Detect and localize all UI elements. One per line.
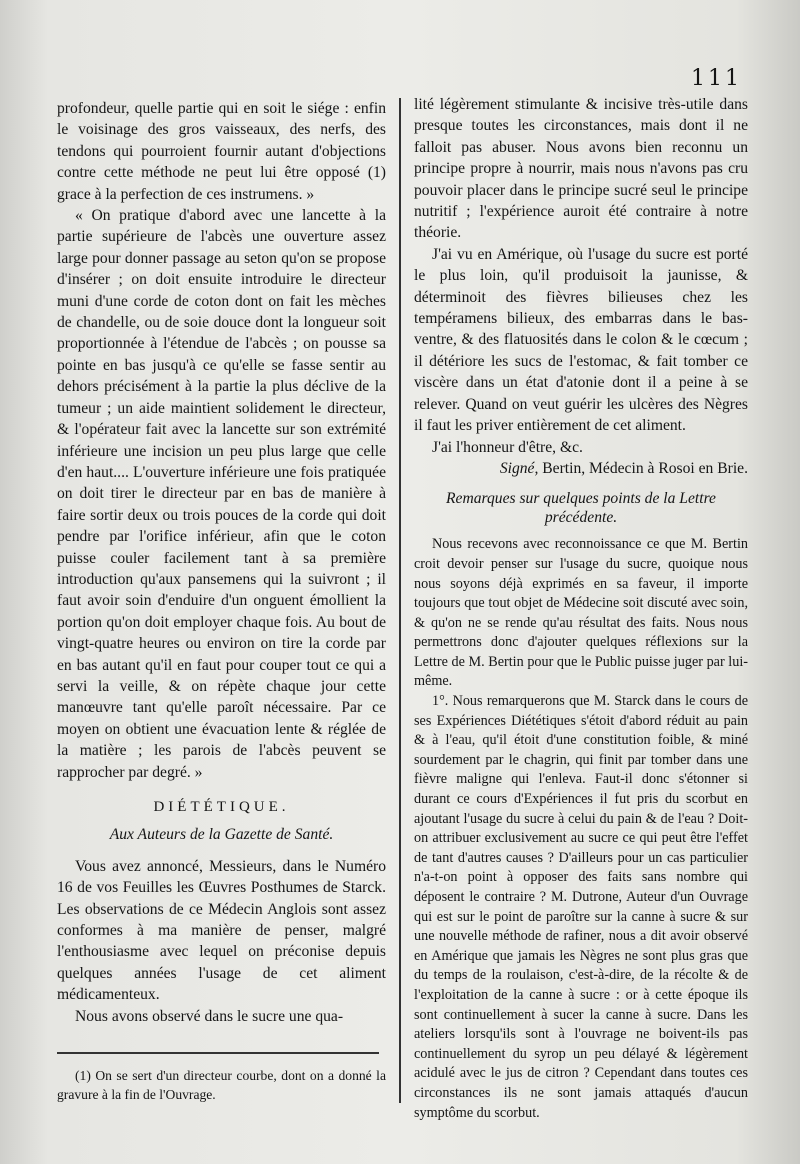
signature xyxy=(414,458,748,479)
section-title: DIÉTÉTIQUE. xyxy=(153,799,290,815)
paragraph: J'ai vu en Amérique, où l'usage du sucre est porté le plus loin, qu'il produisoit la jaunisse, & déterminoit des fièvres bilieuses chez les tempéramens bilieux, des embarras dans le bas-ventre, & des flatuosités dans le colon & le cœcum ; il détériore les sucs de l'estomac, & fait tomber ce viscère dans un état d'atonie dont il a peine à se relever. Quand on veut guérir les ulcères des Nègres il faut les priver entièrement de cet aliment. xyxy=(414,245,748,435)
page-number: 111 xyxy=(691,66,742,91)
left-column xyxy=(57,98,386,1027)
footnote xyxy=(57,1066,386,1104)
paragraph: Nous recevons avec reconnoissance ce que M. Bertin croit devoir penser sur l'usage du sucre, quoique nous nous soyons déjà exprimés en sa faveur, il importe toujours que tout objet de Médecine soit discuté avec soin, & qu'on ne se rende qu'au résultat des faits. Nous nous permettrons donc d'ajouter quelques réflexions sur la Lettre de M. Bertin pour que le Public puisse juger par lui-même. xyxy=(414,536,748,690)
remarks-title: Remarques sur quelques points de la Lettre précédente. xyxy=(446,490,716,527)
paragraph: lité légèrement stimulante & incisive très-utile dans presque toutes les circonstances, mais dont il ne falloit pas abuser. Nous avons bien reconnu un principe propre à nourrir, mais nous n'avons pas cru pouvoir placer dans le principe sucré seul le principe nutritif ; l'expérience auroit été contraire à notre théorie. xyxy=(414,96,748,242)
footnote-text: (1) On se sert d'un directeur courbe, dont on a donné la gravure à la fin de l'Ouvrage. xyxy=(57,1068,386,1102)
letter-heading: Aux Auteurs de la Gazette de Santé. xyxy=(109,826,334,844)
paragraph: Nous avons observé dans le sucre une qua- xyxy=(75,1007,344,1025)
paragraph: Vous avez annoncé, Messieurs, dans le Numéro 16 de vos Feuilles les Œuvres Posthumes de Starck. Les observations de ce Médecin Anglois sont assez conformes à ma manière de penser, malgré l'enthousiasme avec lequel on préconise depuis quelques années l'usage de cet aliment médicamenteux. xyxy=(57,857,386,1004)
column-divider xyxy=(399,98,401,1103)
signature-name: Bertin, Médecin à Rosoi en Brie. xyxy=(542,459,748,477)
remarks-body xyxy=(414,535,748,1123)
footnote-rule xyxy=(57,1052,379,1054)
paragraph: J'ai l'honneur d'être, &c. xyxy=(432,438,583,456)
signature-signe: Signé, xyxy=(499,459,539,477)
paragraph: « On pratique d'abord avec une lancette à la partie supérieure de l'abcès une ouverture assez large pour donner passage au seton qu'on se propose d'insérer ; on doit ensuite introduire le directeur muni d'une corde de coton dont on fait les mèches de chandelle, ou de soie douce dont la longueur soit proportionnée à l'étendue de l'abcès ; on pousse sa pointe en bas jusqu'à ce qu'elle se fasse sentir au dehors précisément à la partie la plus déclive de la tumeur ; un aide maintient solidement le directeur, & l'opérateur fait avec la lancette sur son extrémité inférieure une incision un peu plus large que celle d'en haut.... L'ouverture inférieure une fois pratiquée on doit tirer le directeur par en bas de manière à faire sortir deux ou trois pouces de la corde qui doit pendre par l'orifice inférieur, afin que le coton puisse couler facilement tant à sa première introduction qu'aux pansemens qui la suivront ; il faut avoir soin d'enduire d'un onguent émollient la portion qu'on doit employer chaque fois. Au bout de vingt-quatre heures ou environ on tire la corde par en bas autant qu'il en faut pour couper tout ce qui a servi la veille, & on répète chaque jour cette manœuvre tant qu'elle paroît nécessaire. Par ce moyen on obtient une évacuation lente & réglée de la matière ; les parois de l'abcès peuvent se rapprocher par degré. » xyxy=(57,207,386,781)
paragraph: profondeur, quelle partie qui en soit le siége : enfin le voisinage des gros vaisseaux, des nerfs, des tendons qui pourroient fournir autant d'objections contre cette méthode ne peut lui être opposé (1) grace à la perfection de ces instrumens. » xyxy=(57,100,386,203)
paragraph: 1°. Nous remarquerons que M. Starck dans le cours de ses Expériences Diététiques s'étoit d'abord réduit au pain & à l'eau, qu'il étoit d'une constitution foible, & miné sourdement par le chagrin, qui finit par tomber dans une fièvre maligne qui l'enleva. Faut-il donc s'étonner si durant ce cours d'Expériences il fut pris du scorbut en ajoutant l'usage du sucre à celui du pain & de l'eau ? Doit-on attribuer exclusivement au sucre ce qui peut être l'effet de tant d'autres causes ? D'ailleurs pour un cas particulier n'a-t-on point à opposer des faits sans nombre qui déposent le contraire ? M. Dutrone, Auteur d'un Ouvrage qui est sur le point de paroître sur la canne à sucre & sur une nouvelle méthode de rafiner, nous a dit avoir observé en Amérique que jamais les Nègres ne sont plus gras que du temps de la roulaison, c'est-à-dire, de la récolte & de l'exploitation de la canne à sucre : or à cette époque ils sont continuellement à sucer la canne à sucre. Dans les ateliers lorsqu'ils sont à l'ouvrage ne boivent-ils pas continuellement du syrop un peu délayé & légèrement acidulé avec le jus de citron ? Cependant dans toutes ces circonstances ils ne sont jamais attaqués d'aucun symptôme du scorbut. xyxy=(414,693,748,1121)
right-column xyxy=(414,94,748,1123)
